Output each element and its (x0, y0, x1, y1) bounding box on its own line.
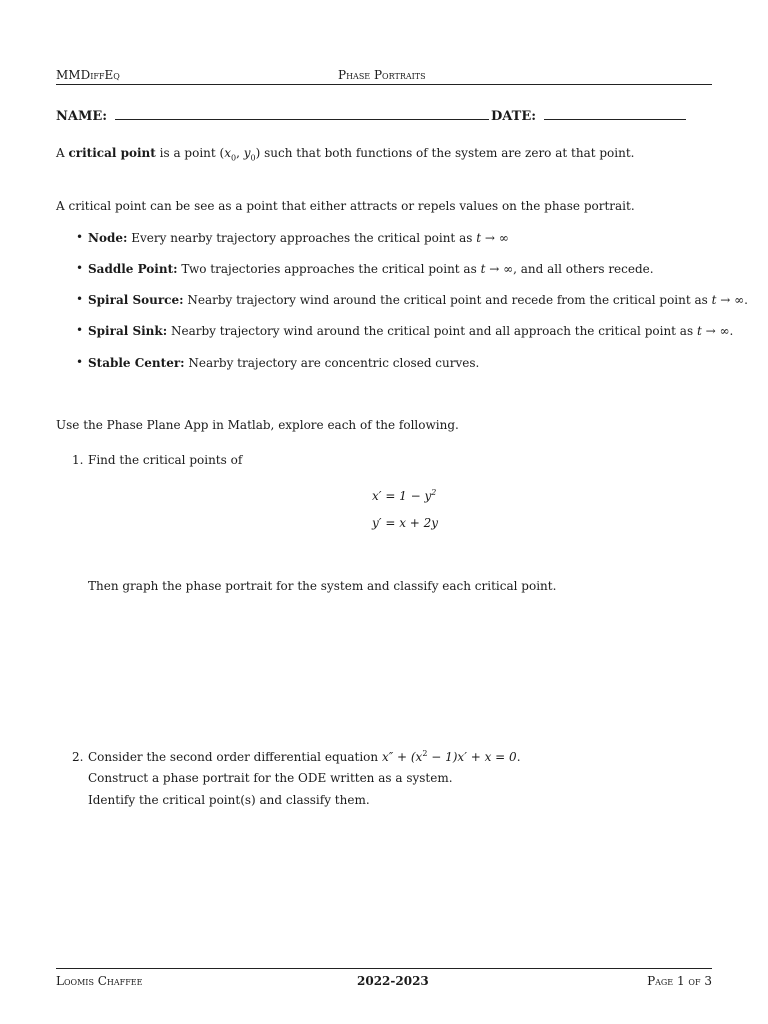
p2-line1-text: Consider the second order differential equation (88, 750, 382, 764)
def-term: critical point (68, 146, 156, 160)
def-x: x (224, 146, 231, 160)
equation-1 (372, 489, 436, 504)
date-label: DATE: (491, 109, 537, 124)
type-tail: . (729, 324, 734, 338)
def-y-sub: 0 (250, 153, 256, 163)
eq1-sup: 2 (431, 488, 437, 497)
critical-point-definition (56, 146, 634, 161)
name-field (56, 109, 489, 125)
critical-point-description: A critical point can be see as a point that either attracts or repels values on the phase portrait. (56, 199, 635, 213)
bullet-icon: • (76, 355, 84, 369)
problem-line-2: Construct a phase portrait for the ODE written as a system. (88, 771, 453, 785)
bullet-icon: • (76, 261, 84, 275)
page-mid: of (684, 974, 705, 988)
p2-line1-end: . (516, 750, 521, 764)
def-y: y (243, 146, 251, 160)
def-x-sub: 0 (230, 153, 237, 163)
equation-2 (372, 516, 438, 531)
header-title: Phase Portraits (338, 68, 426, 82)
def-prefix: A (56, 146, 69, 160)
type-term: Stable Center: (88, 356, 185, 370)
bullet-icon: • (76, 292, 84, 306)
type-math: t → ∞ (476, 231, 509, 245)
footer-year: 2022-2023 (357, 974, 429, 988)
page-prefix: Page (647, 974, 677, 988)
def-comma: , (236, 146, 244, 160)
type-text: Two trajectories approaches the critical point as (177, 262, 481, 276)
page-total: 3 (704, 974, 712, 988)
eq1-lhs: x′ (372, 489, 382, 503)
type-tail: . (744, 293, 748, 307)
type-term: Spiral Source: (88, 293, 184, 307)
footer-page-number (647, 974, 712, 989)
problem-text: Find the critical points of (88, 453, 243, 467)
problem-number: 2. (72, 750, 84, 764)
bullet-icon: • (76, 323, 84, 337)
name-label: NAME: (56, 109, 108, 124)
header-rule (56, 84, 712, 85)
footer-school: Loomis Chaffee (56, 974, 143, 988)
type-math: t → ∞ (711, 293, 745, 307)
date-field (491, 109, 686, 125)
eq2-rhs: = x + 2y (381, 516, 439, 530)
type-text: Nearby trajectory wind around the critical point and recede from the critical point as (183, 293, 712, 307)
type-text: Nearby trajectory wind around the critical point and all approach the critical point as (167, 324, 697, 338)
p2-math-b: − 1)x′ + x = 0 (427, 750, 517, 764)
type-term: Node: (88, 231, 128, 245)
problem-line-3: Identify the critical point(s) and classify them. (88, 793, 370, 807)
type-text: Every nearby trajectory approaches the critical point as (127, 231, 477, 245)
p2-math-a: x″ + (x (381, 750, 423, 764)
def-mid: is a point ( (155, 146, 225, 160)
p2-math-sup: 2 (422, 749, 428, 758)
type-tail: , and all others recede. (513, 262, 654, 276)
instructions: Use the Phase Plane App in Matlab, explore each of the following. (56, 418, 459, 432)
eq1-rhs: = 1 − y (381, 489, 432, 503)
footer-rule (56, 968, 712, 969)
type-term: Spiral Sink: (88, 324, 168, 338)
def-suffix: ) such that both functions of the system are zero at that point. (255, 146, 635, 160)
bullet-icon: • (76, 230, 84, 244)
page-current: 1 (676, 974, 685, 988)
problem-number: 1. (72, 453, 84, 467)
header-course: MMDiffEq (56, 68, 120, 82)
type-math: t → ∞ (480, 262, 514, 276)
name-blank[interactable] (115, 119, 489, 120)
problem-followup: Then graph the phase portrait for the system and classify each critical point. (88, 579, 557, 593)
type-text: Nearby trajectory are concentric closed curves. (184, 356, 480, 370)
problem-line-1 (88, 750, 521, 765)
date-blank[interactable] (544, 119, 686, 120)
eq2-lhs: y′ (372, 516, 382, 530)
type-term: Saddle Point: (88, 262, 178, 276)
type-math: t → ∞ (696, 324, 730, 338)
